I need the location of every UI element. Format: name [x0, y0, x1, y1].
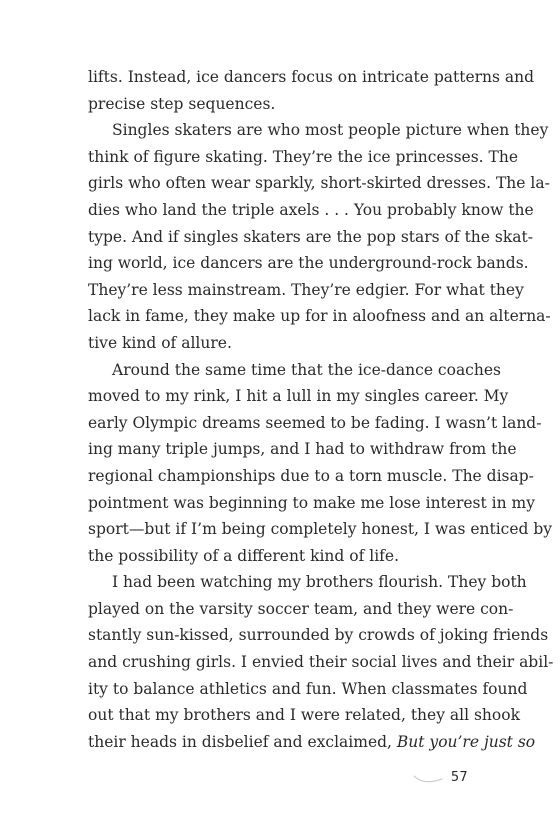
- text-line: early Olympic dreams seemed to be fading. I wasn’t land-: [88, 413, 542, 432]
- text-line: Singles skaters are who most people picture when they: [112, 121, 549, 140]
- text-line: tive kind of allure.: [88, 333, 232, 352]
- text-line: They’re less mainstream. They’re edgier. For what they: [88, 280, 524, 299]
- text-line: type. And if singles skaters are the pop stars of the skat-: [88, 227, 533, 246]
- text-line: precise step sequences.: [88, 94, 276, 113]
- text-line: stantly sun-kissed, surrounded by crowds of joking friends: [88, 626, 549, 645]
- text-line: lack in fame, they make up for in aloofness and an alterna-: [88, 307, 551, 326]
- text-line: ing world, ice dancers are the underground-rock bands.: [88, 254, 529, 273]
- text-line: played on the varsity soccer team, and they were con-: [88, 599, 514, 618]
- text-line: dies who land the triple axels . . . You probably know the: [88, 200, 534, 219]
- text-line: out that my brothers and I were related, they all shook: [88, 706, 520, 725]
- text-line: lifts. Instead, ice dancers focus on intricate patterns and: [88, 68, 535, 86]
- text-line-final: [88, 729, 536, 756]
- text-line: Around the same time that the ice-dance coaches: [112, 360, 501, 379]
- body-text: [88, 64, 554, 755]
- text-line: I had been watching my brothers flourish. They both: [112, 573, 527, 592]
- text-line: sport—but if I’m being completely honest, I was enticed by: [88, 520, 553, 539]
- text-line: the possibility of a different kind of life.: [88, 546, 400, 565]
- paragraph-1: [88, 64, 535, 117]
- page-folio: [413, 770, 468, 785]
- final-line-italic: But you’re just so: [396, 732, 536, 751]
- text-line: think of figure skating. They’re the ice princesses. The: [88, 147, 518, 166]
- text-line: regional championships due to a torn muscle. The disap-: [88, 466, 534, 485]
- text-line: ity to balance athletics and fun. When classmates found: [88, 679, 528, 698]
- text-line: ing many triple jumps, and I had to withdraw from the: [88, 440, 517, 459]
- paragraph-2: [88, 117, 551, 356]
- paragraph-3: [88, 357, 553, 570]
- text-line: moved to my rink, I hit a lull in my singles career. My: [88, 387, 509, 406]
- paragraph-4: [88, 569, 554, 755]
- page-number: 57: [450, 770, 468, 785]
- final-line-roman: their heads in disbelief and exclaimed,: [88, 732, 397, 751]
- text-line: girls who often wear sparkly, short-skirted dresses. The la-: [88, 174, 550, 193]
- text-line: pointment was beginning to make me lose interest in my: [88, 493, 535, 512]
- text-line: and crushing girls. I envied their social lives and their abil-: [88, 653, 554, 672]
- swash-ornament-icon: [413, 772, 443, 784]
